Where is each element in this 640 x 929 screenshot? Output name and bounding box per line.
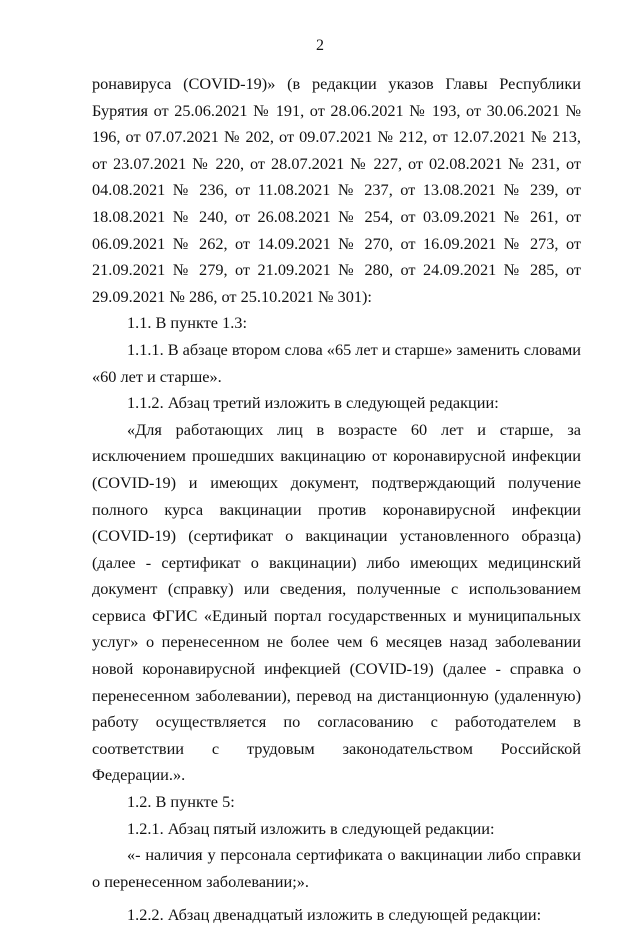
paragraph-1-2: 1.2. В пункте 5: [127, 792, 235, 812]
document-body [92, 71, 581, 929]
paragraph-1-1-2: 1.1.2. Абзац третий изложить в следующей редакции: [127, 393, 499, 413]
paragraph-quoted-text: «Для работающих лиц в возрасте 60 лет и старше, за исключением прошедших вакцинацию от коронавирусной инфекции (COVID-19) и имеющих документ, подтверждающий получение полного курса вакцинации против коронавирусной инфекции (COVID-19) (сертификат о вакцинации установленного образца) (далее - сертификат о вакцинации) либо имеющих медицинский документ (справку) или сведения, полученные с использованием сервиса ФГИС «Единый портал государственных и муниципальных услуг» о перенесенном не более чем 6 месяцев назад заболевании новой коронавирусной инфекцией (COVID-19) (далее - справка о перенесенном заболевании), перевод на дистанционную (удаленную) работу осуществляется по согласованию с работодателем в соответствии с трудовым законодательством Российской Федерации.». [92, 419, 581, 785]
paragraph-quoted-item: «- наличия у персонала сертификата о вакцинации либо справки о перенесенном заболевании;». [92, 845, 581, 891]
paragraph-1-2-1: 1.2.1. Абзац пятый изложить в следующей редакции: [127, 818, 495, 838]
paragraph-decree-list: ронавируса (COVID-19)» (в редакции указов Главы Республики Бурятия от 25.06.2021 № 191, от 28.06.2021 № 193, от 30.06.2021 № 196, от 07.07.2021 № 202, от 09.07.2021 № 212, от 12.07.2021 № 213, от 23.07.2021 № 220, от 28.07.2021 № 227, от 02.08.2021 № 231, от 04.08.2021 № 236, от 11.08.2021 № 237, от 13.08.2021 № 239, от 18.08.2021 № 240, от 26.08.2021 № 254, от 03.09.2021 № 261, от 06.09.2021 № 262, от 14.09.2021 № 270, от 16.09.2021 № 273, от 21.09.2021 № 279, от 21.09.2021 № 280, от 24.09.2021 № 285, от 29.09.2021 № 286, от 25.10.2021 № 301): [92, 74, 581, 306]
paragraph-1-1: 1.1. В пункте 1.3: [127, 313, 247, 333]
paragraph-1-1-1: 1.1.1. В абзаце втором слова «65 лет и старше» заменить словами «60 лет и старше». [92, 339, 581, 386]
paragraph-1-2-2: 1.2.2. Абзац двенадцатый изложить в следующей редакции: [127, 905, 542, 925]
page-number: 2 [316, 37, 324, 54]
